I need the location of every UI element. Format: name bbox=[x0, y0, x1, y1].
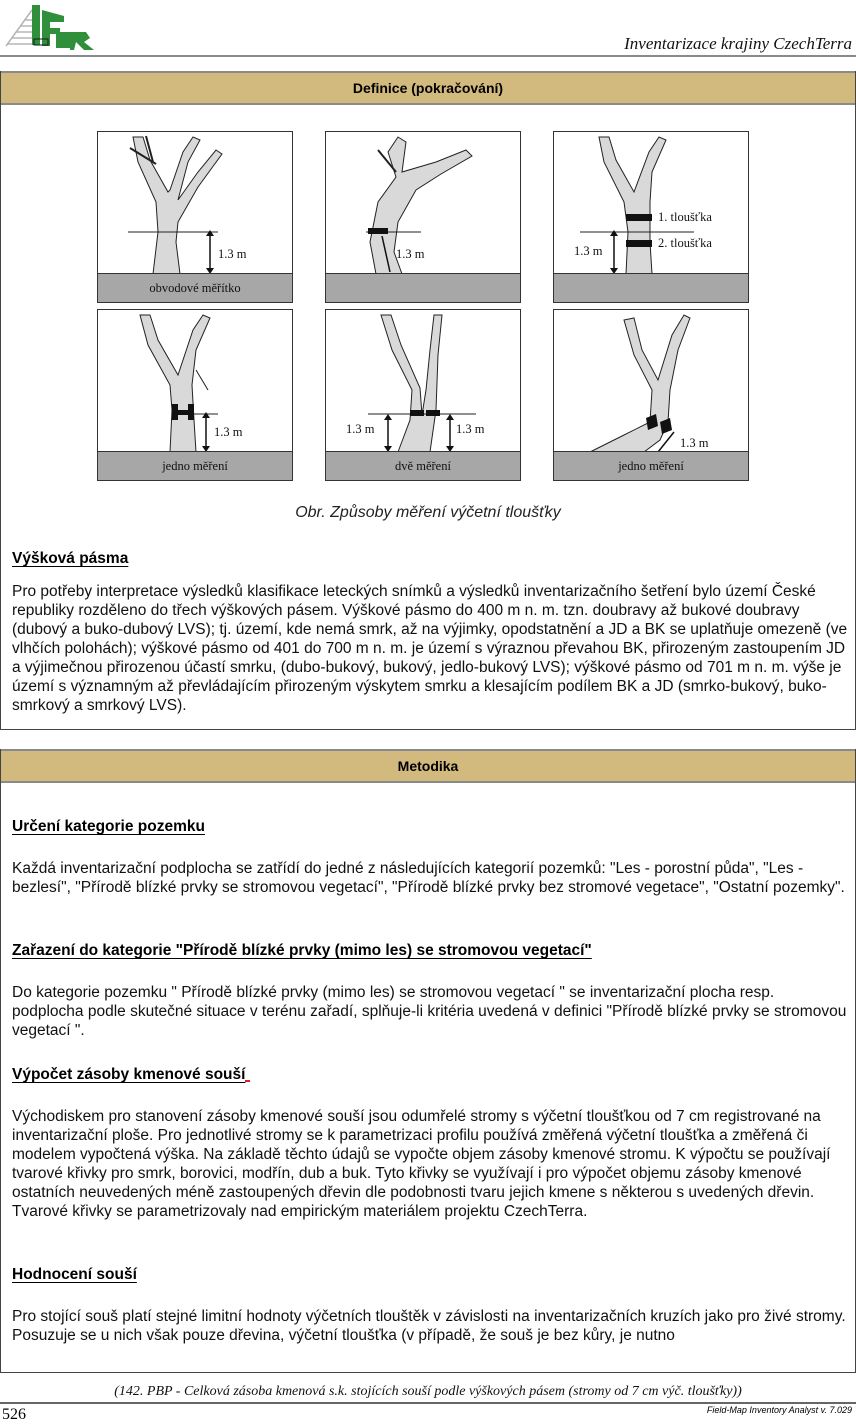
heading-deadwood-volume-text: Výpočet zásoby kmenové souší bbox=[12, 1066, 246, 1083]
heading-altitude-zones: Výšková pásma bbox=[12, 550, 129, 567]
heading-near-natural-elements: Zařazení do kategorie "Přírodě blízké prvky (mimo les) se stromovou vegetací" bbox=[12, 942, 592, 959]
paragraph-altitude-zones: Pro potřeby interpretace výsledků klasifikace leteckých snímků a výsledků inventarizačního šetření bylo území České republiky rozděleno do třech výškových pásem. Výškové pásmo do 400 m n. m. tzn. doubravy až bukové doubravy (dubový a buko-dubový LVS); tj. území, kde nemá smrk, až na výjimky, opodstatnění a JD a BK se uplatňuje omezeně (ve vlhčích polohách); výškové pásmo od 401 do 700 m n. m. je území s výraznou převahou BK, přirozeným zastoupením JD a výjimečnou přirozenou účastí smrku, (dubo-bukový, bukový, jedlo-bukový LVS); výškové pásmo od 701 m n. m. výše je území s významným až převládajícím přirozeným výskytem smrku a klesajícím podílem BK a JD (smrko-bukový, buko-smrkový a smrkový LVS). bbox=[12, 583, 848, 714]
ground-bar bbox=[554, 273, 748, 302]
heading-deadwood-assessment: Hodnocení souší bbox=[12, 1266, 137, 1283]
figure-panel-girth-tape bbox=[97, 131, 293, 303]
document-title: Inventarizace krajiny CzechTerra bbox=[624, 34, 852, 53]
height-label: 1.3 m bbox=[214, 425, 243, 439]
section-title-bar: Definice (pokračování) bbox=[1, 71, 855, 105]
figure-panel-bent-base bbox=[553, 309, 749, 481]
page-header bbox=[0, 0, 856, 58]
height-label: 1.3 m bbox=[218, 247, 247, 261]
annotation-second-diameter: 2. tloušťka bbox=[658, 236, 712, 250]
annotation-first-diameter: 1. tloušťka bbox=[658, 210, 712, 224]
height-label-left: 1.3 m bbox=[346, 422, 375, 436]
height-label: 1.3 m bbox=[574, 244, 603, 258]
footer-divider bbox=[0, 1402, 856, 1404]
ground-label: jedno měření bbox=[554, 451, 748, 480]
heading-deadwood-volume bbox=[12, 1066, 250, 1084]
paragraph-deadwood-volume: Východiskem pro stanovení zásoby kmenové souší jsou odumřelé stromy s výčetní tloušťkou od 7 cm registrované na inventarizační ploše. Pro jednotlivé stromy se k parametrizaci profilu používá změřená výčetní tloušťka a změřená či modelem vypočtená výška. Na základě těchto údajů se vypočte objem zásoby kmenové stromu. K výpočtu se používají tvarové křivky pro smrk, borovici, modřín, dub a buk. Tyto křivky se využívají i pro výpočet objemu zásoby kmenové ostatních neuvedených méně zastoupených dřevin dle podobnosti tvaru jejich kmene s některou s uvedených dřevin. Tvarové křivky se parametrizovaly nad empirickým materiálem projektu CzechTerra. bbox=[12, 1108, 831, 1220]
methodology-section bbox=[0, 749, 856, 1373]
definitions-section bbox=[0, 71, 856, 730]
ground-label: jedno měření bbox=[98, 451, 292, 480]
section-title-bar: Metodika bbox=[1, 749, 855, 783]
header-divider bbox=[0, 55, 856, 57]
paragraph-deadwood-assessment: Pro stojící souš platí stejné limitní hodnoty výčetních tlouštěk v závislosti na inventarizačních kruzích jako pro živé stromy. Posuzuje se u nich však pouze dřevina, výčetní tloušťka (v případě, že souš je bez kůry, je nutno bbox=[12, 1308, 846, 1344]
ground-bar bbox=[326, 273, 520, 302]
height-label-right: 1.3 m bbox=[456, 422, 485, 436]
height-label: 1.3 m bbox=[396, 247, 425, 261]
table-reference-caption: (142. PBP - Celková zásoba kmenová s.k. stojících souší podle výškových pásem (stromy od 7 cm výč. tloušťky)) bbox=[114, 1384, 742, 1399]
spellcheck-mark bbox=[245, 1080, 250, 1082]
paragraph-land-category: Každá inventarizační podplocha se zatřídí do jedné z následujících kategorií pozemků: "Les - porostní půda", "Les - bezlesí", "Přírodě blízké prvky se stromovou vegetací", "Přírodě blízké prvky bez stromové vegetace", "Ostatní pozemky". bbox=[12, 860, 845, 896]
figure-panel-deformed-trunk bbox=[553, 131, 749, 303]
heading-land-category: Určení kategorie pozemku bbox=[12, 818, 205, 835]
ground-label: obvodové měřítko bbox=[98, 273, 292, 302]
ifer-logo bbox=[4, 2, 96, 52]
ground-label: dvě měření bbox=[326, 451, 520, 480]
figure-caption: Obr. Způsoby měření výčetní tloušťky bbox=[295, 504, 561, 521]
figure-panel-leaning-tree bbox=[325, 131, 521, 303]
app-version: Field-Map Inventory Analyst v. 7.029 bbox=[706, 1405, 852, 1415]
height-label: 1.3 m bbox=[680, 436, 709, 450]
figure-panel-two-measurements bbox=[325, 309, 521, 481]
figure-panel-single-measurement bbox=[97, 309, 293, 481]
paragraph-near-natural-elements: Do kategorie pozemku " Přírodě blízké prvky (mimo les) se stromovou vegetací " se inventarizační plocha resp. podplocha podle skutečné situace v terénu zařadí, splňuje-li kritéria uvedená v definici "Přírodě blízké prvky se stromovou vegetací ". bbox=[12, 984, 847, 1039]
page-number: 526 bbox=[2, 1406, 26, 1423]
